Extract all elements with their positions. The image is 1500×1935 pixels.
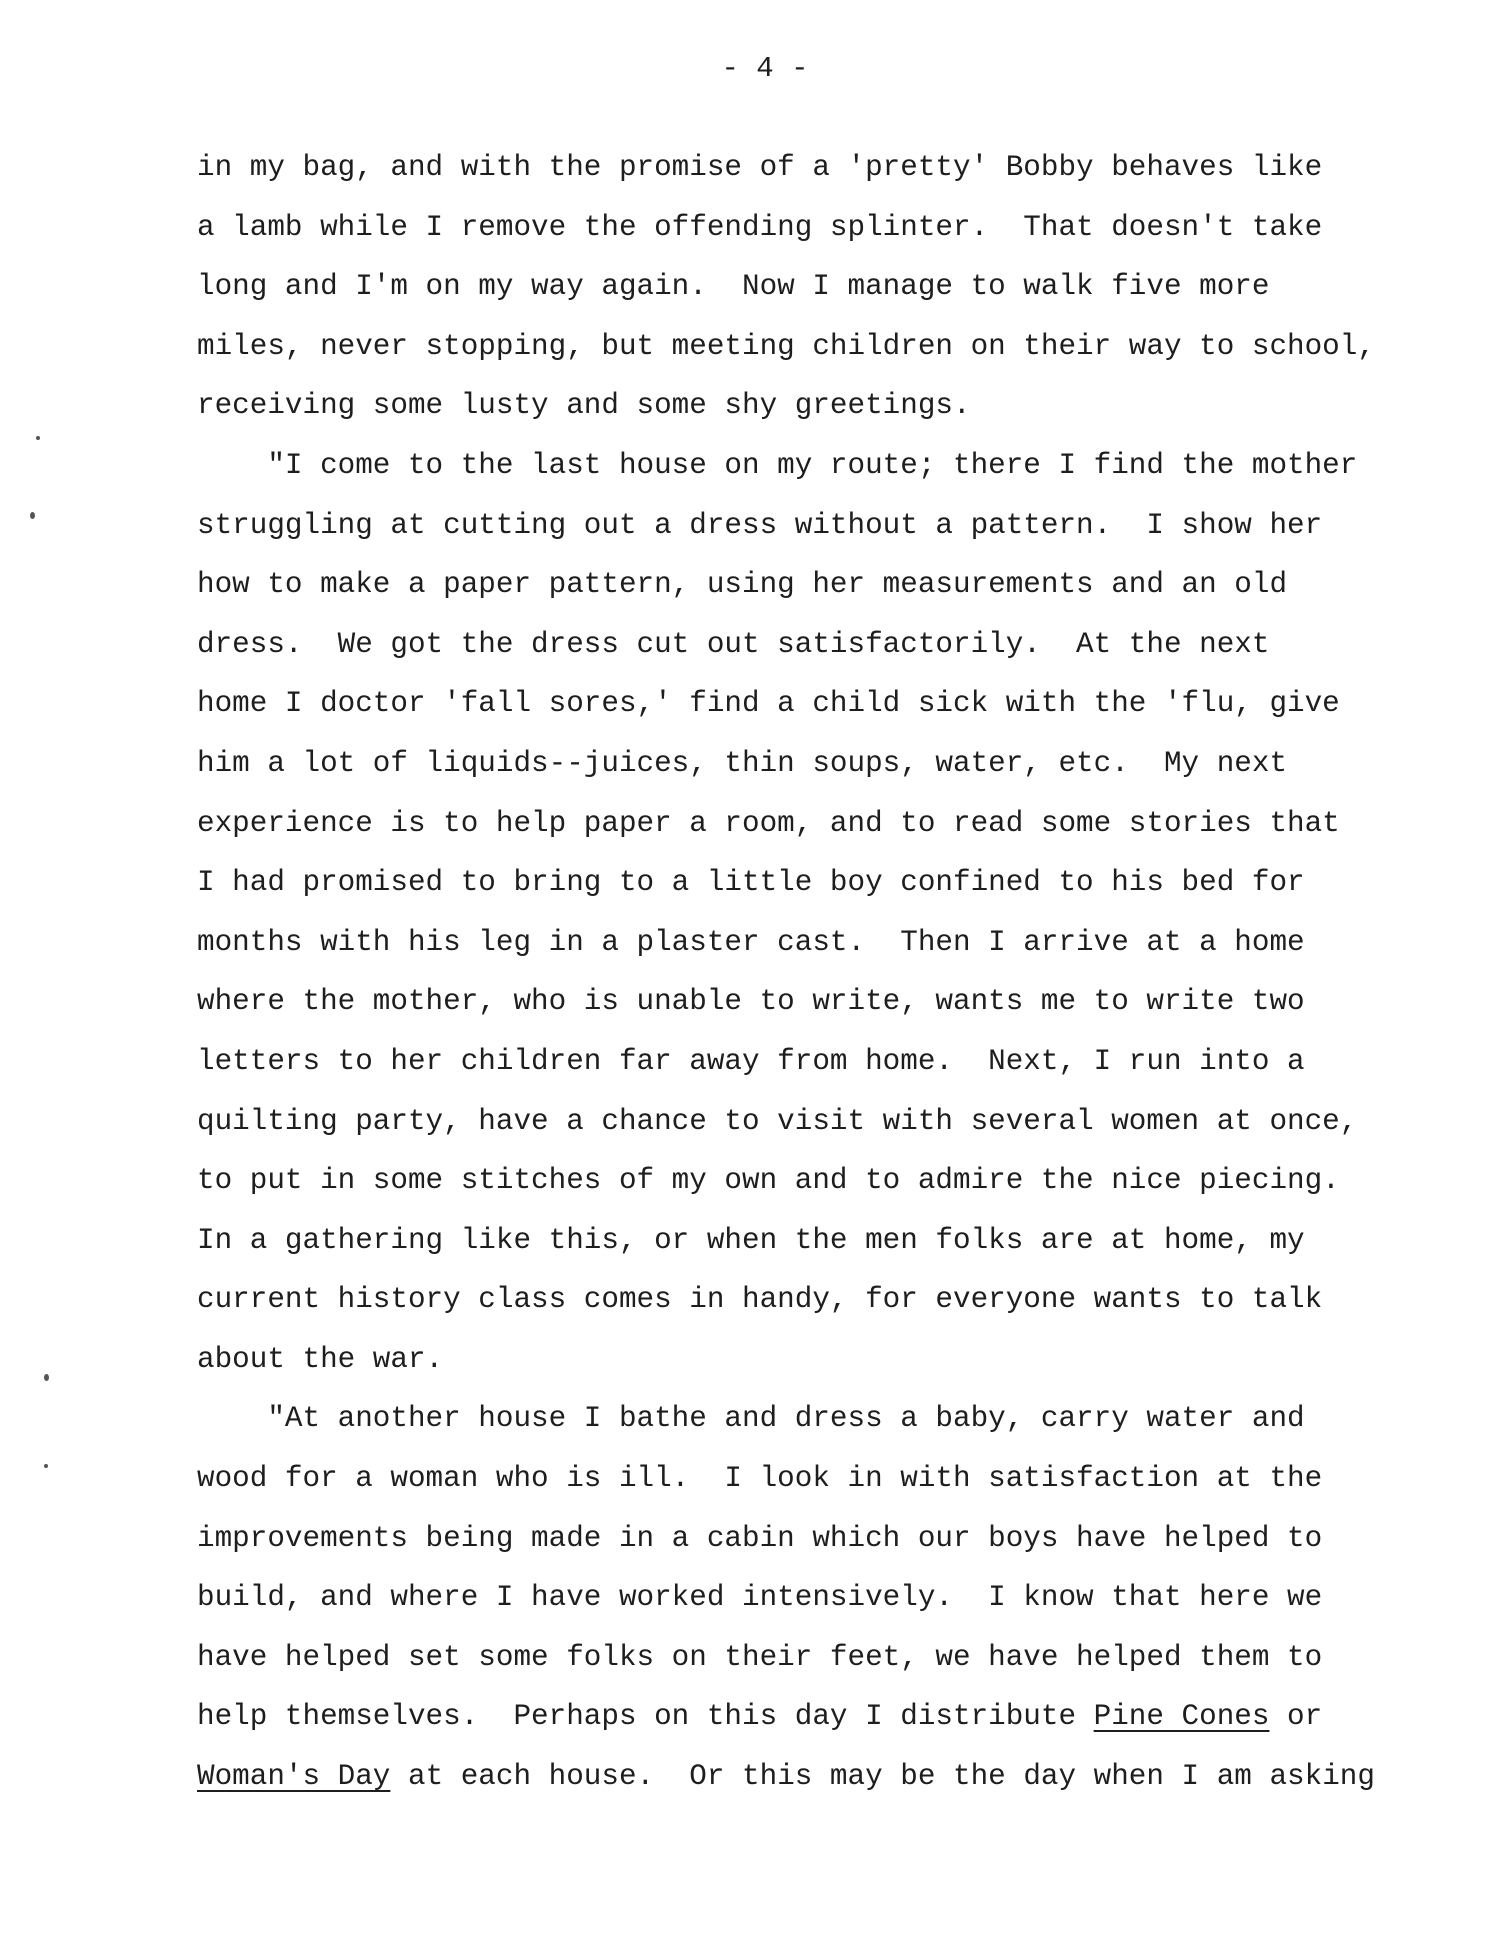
text-line — [197, 1211, 1375, 1271]
text-line — [197, 555, 1375, 615]
text-segment: to put in some stitches of my own and to admire the nice piecing. — [197, 1164, 1340, 1198]
text-segment: how to make a paper pattern, using her measurements and an old — [197, 568, 1288, 602]
text-segment: miles, never stopping, but meeting children on their way to school, — [197, 329, 1375, 363]
text-line — [197, 1092, 1375, 1152]
underlined-title: Woman's Day — [197, 1760, 391, 1794]
text-segment: experience is to help paper a room, and to read some stories that — [197, 806, 1340, 840]
text-line — [197, 794, 1375, 854]
text-segment: him a lot of liquids--juices, thin soups, water, etc. My next — [197, 746, 1288, 780]
text-line — [197, 674, 1375, 734]
text-segment: receiving some lusty and some shy greetings. — [197, 389, 971, 423]
text-segment: home I doctor 'fall sores,' find a child sick with the 'flu, give — [197, 687, 1340, 721]
text-segment: where the mother, who is unable to write, wants me to write two — [197, 985, 1305, 1019]
text-segment: quilting party, have a chance to visit with several women at once, — [197, 1104, 1358, 1138]
text-line — [197, 1568, 1375, 1628]
text-line — [197, 972, 1375, 1032]
text-segment: improvements being made in a cabin which our boys have helped to — [197, 1521, 1323, 1555]
paper-speck — [36, 436, 40, 440]
text-line — [197, 1687, 1375, 1747]
text-segment: current history class comes in handy, for everyone wants to talk — [197, 1283, 1323, 1317]
text-line — [197, 138, 1375, 198]
text-line — [197, 496, 1375, 556]
text-segment: about the war. — [197, 1342, 444, 1376]
text-segment: letters to her children far away from home. Next, I run into a — [197, 1044, 1305, 1078]
text-line — [197, 853, 1375, 913]
text-line — [197, 1509, 1375, 1569]
text-segment: dress. We got the dress cut out satisfactorily. At the next — [197, 627, 1270, 661]
text-segment: in my bag, and with the promise of a 'pretty' Bobby behaves like — [197, 151, 1323, 184]
text-segment: I had promised to bring to a little boy confined to his bed for — [197, 866, 1305, 900]
text-line — [197, 1628, 1375, 1688]
paper-speck — [44, 1464, 48, 1468]
text-segment: or — [1269, 1700, 1323, 1734]
text-line — [197, 1330, 1375, 1390]
text-segment: struggling at cutting out a dress without a pattern. I show her — [197, 508, 1323, 542]
text-line — [197, 615, 1375, 675]
text-line — [197, 913, 1375, 973]
text-line — [197, 1270, 1375, 1330]
text-line — [197, 1151, 1375, 1211]
text-segment: help themselves. Perhaps on this day I distribute — [197, 1700, 1094, 1734]
typewritten-body — [197, 138, 1375, 1807]
text-segment: build, and where I have worked intensively. I know that here we — [197, 1581, 1323, 1615]
paper-speck — [44, 1374, 49, 1381]
text-segment: months with his leg in a plaster cast. Then I arrive at a home — [197, 925, 1305, 959]
text-segment: "I come to the last house on my route; there I find the mother — [197, 448, 1358, 482]
underlined-title: Pine Cones — [1093, 1700, 1270, 1734]
text-line — [197, 1032, 1375, 1092]
page-number: - 4 - — [721, 52, 809, 85]
text-line — [197, 317, 1375, 377]
text-line — [197, 1747, 1375, 1807]
text-line — [197, 1449, 1375, 1509]
paper-speck — [30, 512, 35, 519]
text-segment: wood for a woman who is ill. I look in with satisfaction at the — [197, 1462, 1323, 1496]
text-line — [197, 376, 1375, 436]
text-line — [197, 257, 1375, 317]
text-segment: a lamb while I remove the offending splinter. That doesn't take — [197, 210, 1323, 244]
text-segment: have helped set some folks on their feet, we have helped them to — [197, 1640, 1323, 1674]
text-line — [197, 1389, 1375, 1449]
text-line — [197, 734, 1375, 794]
text-line — [197, 198, 1375, 258]
text-segment: at each house. Or this may be the day when I am asking — [390, 1760, 1375, 1794]
text-segment: In a gathering like this, or when the men folks are at home, my — [197, 1223, 1305, 1257]
text-line — [197, 436, 1375, 496]
text-segment: long and I'm on my way again. Now I manage to walk five more — [197, 270, 1270, 304]
text-segment: "At another house I bathe and dress a baby, carry water and — [197, 1402, 1305, 1436]
